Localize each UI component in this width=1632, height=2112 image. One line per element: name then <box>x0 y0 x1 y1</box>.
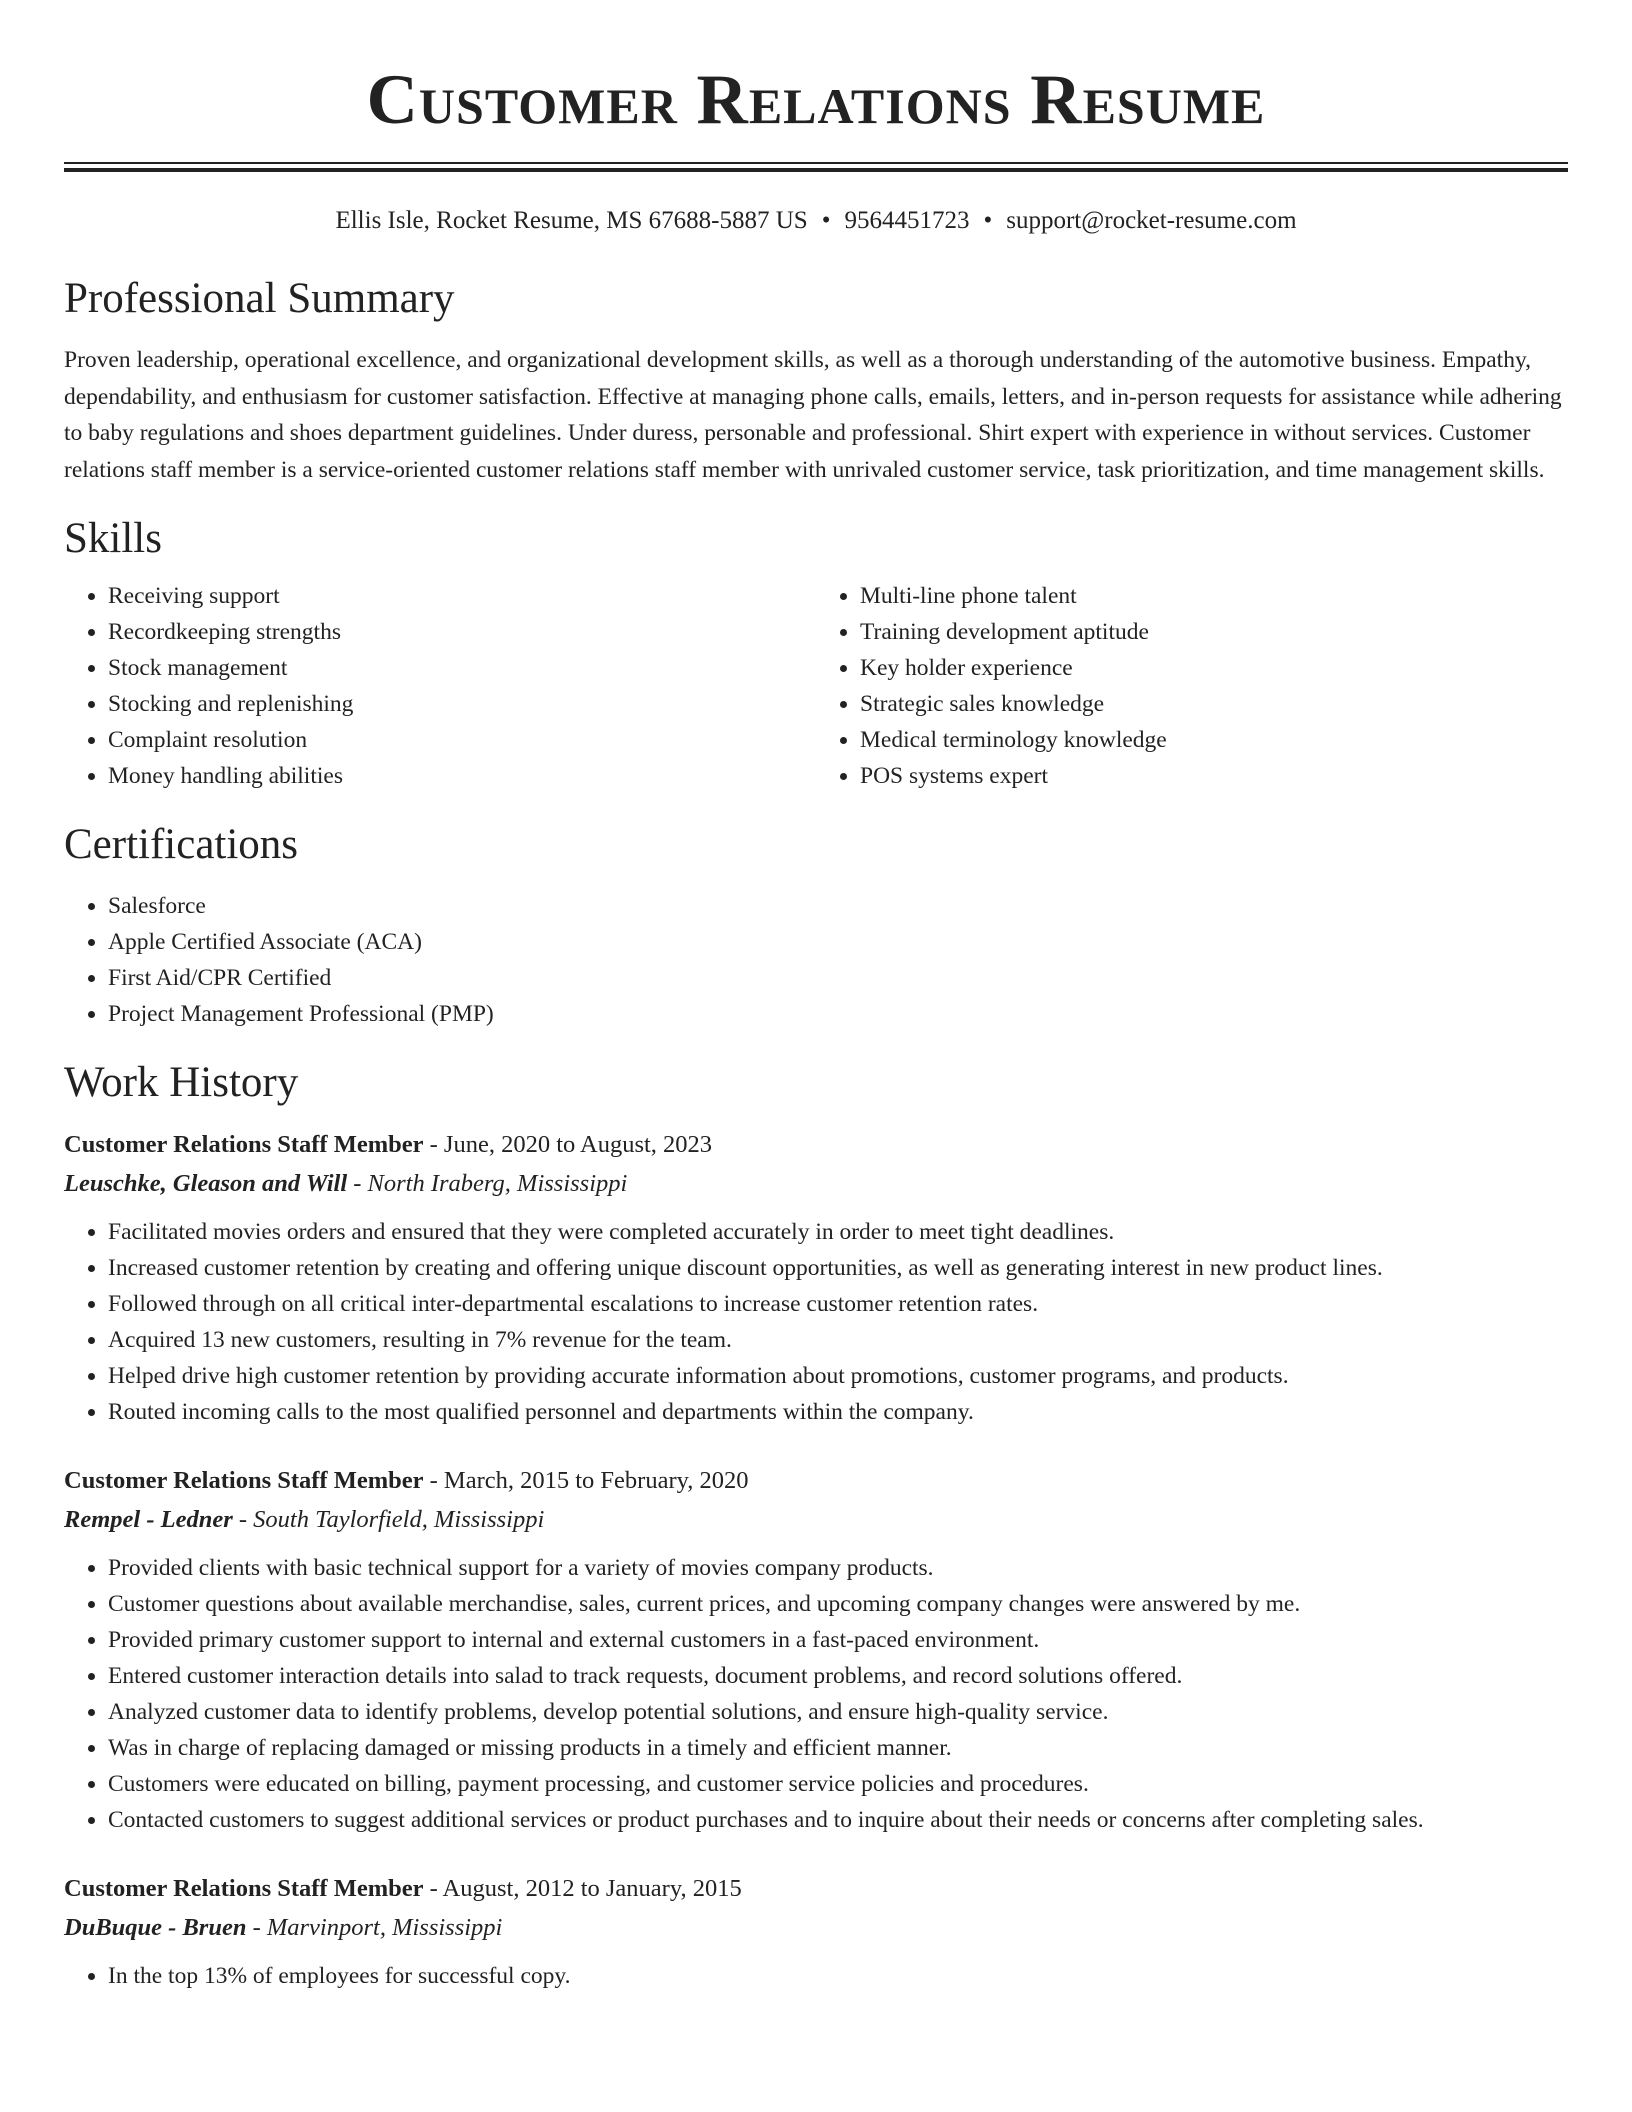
skill-item: • Strategic sales knowledge <box>860 686 1568 722</box>
skills-list-right <box>816 578 1568 794</box>
work-history-heading: Work History <box>64 1059 299 1106</box>
resume-title: Customer Relations Resume <box>366 61 1266 139</box>
certifications-heading: Certifications <box>64 821 299 868</box>
job-location: - North Iraberg, Mississippi <box>347 1170 628 1197</box>
skill-item: • Stocking and replenishing <box>108 686 816 722</box>
contact-address: Ellis Isle, Rocket Resume, MS 67688-5887 US <box>335 207 808 234</box>
skill-item: • Training development aptitude <box>860 614 1568 650</box>
skills-heading: Skills <box>64 515 162 562</box>
skill-item: • Key holder experience <box>860 650 1568 686</box>
job-entry <box>64 1126 1568 1430</box>
job-bullet: • Was in charge of replacing damaged or missing products in a timely and efficient manner. <box>108 1730 1568 1766</box>
certification-item: • Salesforce <box>108 888 1568 924</box>
job-bullets <box>64 1214 1568 1430</box>
skill-item: • Receiving support <box>108 578 816 614</box>
job-bullet: • Increased customer retention by creating and offering unique discount opportunities, as well as generating interest in new product lines. <box>108 1250 1568 1286</box>
job-entry <box>64 1462 1568 1838</box>
skill-item: • Medical terminology knowledge <box>860 722 1568 758</box>
job-title: Customer Relations Staff Member <box>64 1875 424 1902</box>
job-bullet: • Analyzed customer data to identify problems, develop potential solutions, and ensure high-quality service. <box>108 1694 1568 1730</box>
job-title: Customer Relations Staff Member <box>64 1131 424 1158</box>
job-bullet: • Contacted customers to suggest additional services or product purchases and to inquire about their needs or concerns after completing sales. <box>108 1802 1568 1838</box>
job-bullet: • Acquired 13 new customers, resulting in 7% revenue for the team. <box>108 1322 1568 1358</box>
certification-item: • Apple Certified Associate (ACA) <box>108 924 1568 960</box>
skills-list-left <box>64 578 816 794</box>
summary-heading: Professional Summary <box>64 275 455 322</box>
job-bullets <box>64 1550 1568 1838</box>
job-dates: - August, 2012 to January, 2015 <box>423 1875 742 1902</box>
job-company-line <box>64 1908 1568 1948</box>
job-bullet: • Provided primary customer support to internal and external customers in a fast-paced environment. <box>108 1622 1568 1658</box>
job-bullets <box>64 1958 1568 1994</box>
job-title-line <box>64 1126 1568 1164</box>
skill-item: • Money handling abilities <box>108 758 816 794</box>
job-location: - South Taylorfield, Mississippi <box>232 1506 545 1533</box>
skill-item: • Recordkeeping strengths <box>108 614 816 650</box>
job-location: - Marvinport, Mississippi <box>246 1914 503 1941</box>
job-company: Rempel - Ledner <box>64 1506 233 1533</box>
skill-item: • Multi-line phone talent <box>860 578 1568 614</box>
skill-item: • Complaint resolution <box>108 722 816 758</box>
job-company: DuBuque - Bruen <box>64 1914 247 1941</box>
job-bullet: • Followed through on all critical inter-departmental escalations to increase customer retention rates. <box>108 1286 1568 1322</box>
job-company-line <box>64 1164 1568 1204</box>
skills-columns <box>64 578 1568 794</box>
job-bullet: • Provided clients with basic technical support for a variety of movies company products. <box>108 1550 1568 1586</box>
job-company: Leuschke, Gleason and Will <box>64 1170 348 1197</box>
job-bullet: • Helped drive high customer retention by providing accurate information about promotions, customer programs, and products. <box>108 1358 1568 1394</box>
job-dates: - June, 2020 to August, 2023 <box>423 1131 713 1158</box>
skill-item: • Stock management <box>108 650 816 686</box>
contact-separator: • <box>821 207 831 234</box>
job-bullet: • Customers were educated on billing, payment processing, and customer service policies and procedures. <box>108 1766 1568 1802</box>
title-divider <box>64 162 1568 172</box>
contact-email: support@rocket-resume.com <box>1006 207 1297 234</box>
skill-item: • POS systems expert <box>860 758 1568 794</box>
job-entry <box>64 1870 1568 1994</box>
summary-text: Proven leadership, operational excellence, and organizational development skills, as well as a thorough understanding of the automotive business. Empathy, dependability, and enthusiasm for customer satisfaction. Effective at managing phone calls, emails, letters, and in-person requests for assistance while adhering to baby regulations and shoes department guidelines. Under duress, personable and professional. Shirt expert with experience in without services. Customer relations staff member is a service-oriented customer relations staff member with unrivaled customer service, task prioritization, and time management skills. <box>64 347 1562 483</box>
job-company-line <box>64 1500 1568 1540</box>
certifications-list <box>64 888 1568 1032</box>
job-bullet: • Entered customer interaction details into salad to track requests, document problems, and record solutions offered. <box>108 1658 1568 1694</box>
job-bullet: • Facilitated movies orders and ensured that they were completed accurately in order to meet tight deadlines. <box>108 1214 1568 1250</box>
job-title: Customer Relations Staff Member <box>64 1467 424 1494</box>
contact-phone: 9564451723 <box>844 207 970 234</box>
job-bullet: • Routed incoming calls to the most qualified personnel and departments within the company. <box>108 1394 1568 1430</box>
job-title-line <box>64 1462 1568 1500</box>
certification-item: • Project Management Professional (PMP) <box>108 996 1568 1032</box>
certification-item: • First Aid/CPR Certified <box>108 960 1568 996</box>
contact-separator: • <box>983 207 993 234</box>
job-dates: - March, 2015 to February, 2020 <box>423 1467 749 1494</box>
job-bullet: • Customer questions about available merchandise, sales, current prices, and upcoming company changes were answered by me. <box>108 1586 1568 1622</box>
contact-line <box>64 206 1568 236</box>
job-title-line <box>64 1870 1568 1908</box>
job-bullet: • In the top 13% of employees for successful copy. <box>108 1958 1568 1994</box>
